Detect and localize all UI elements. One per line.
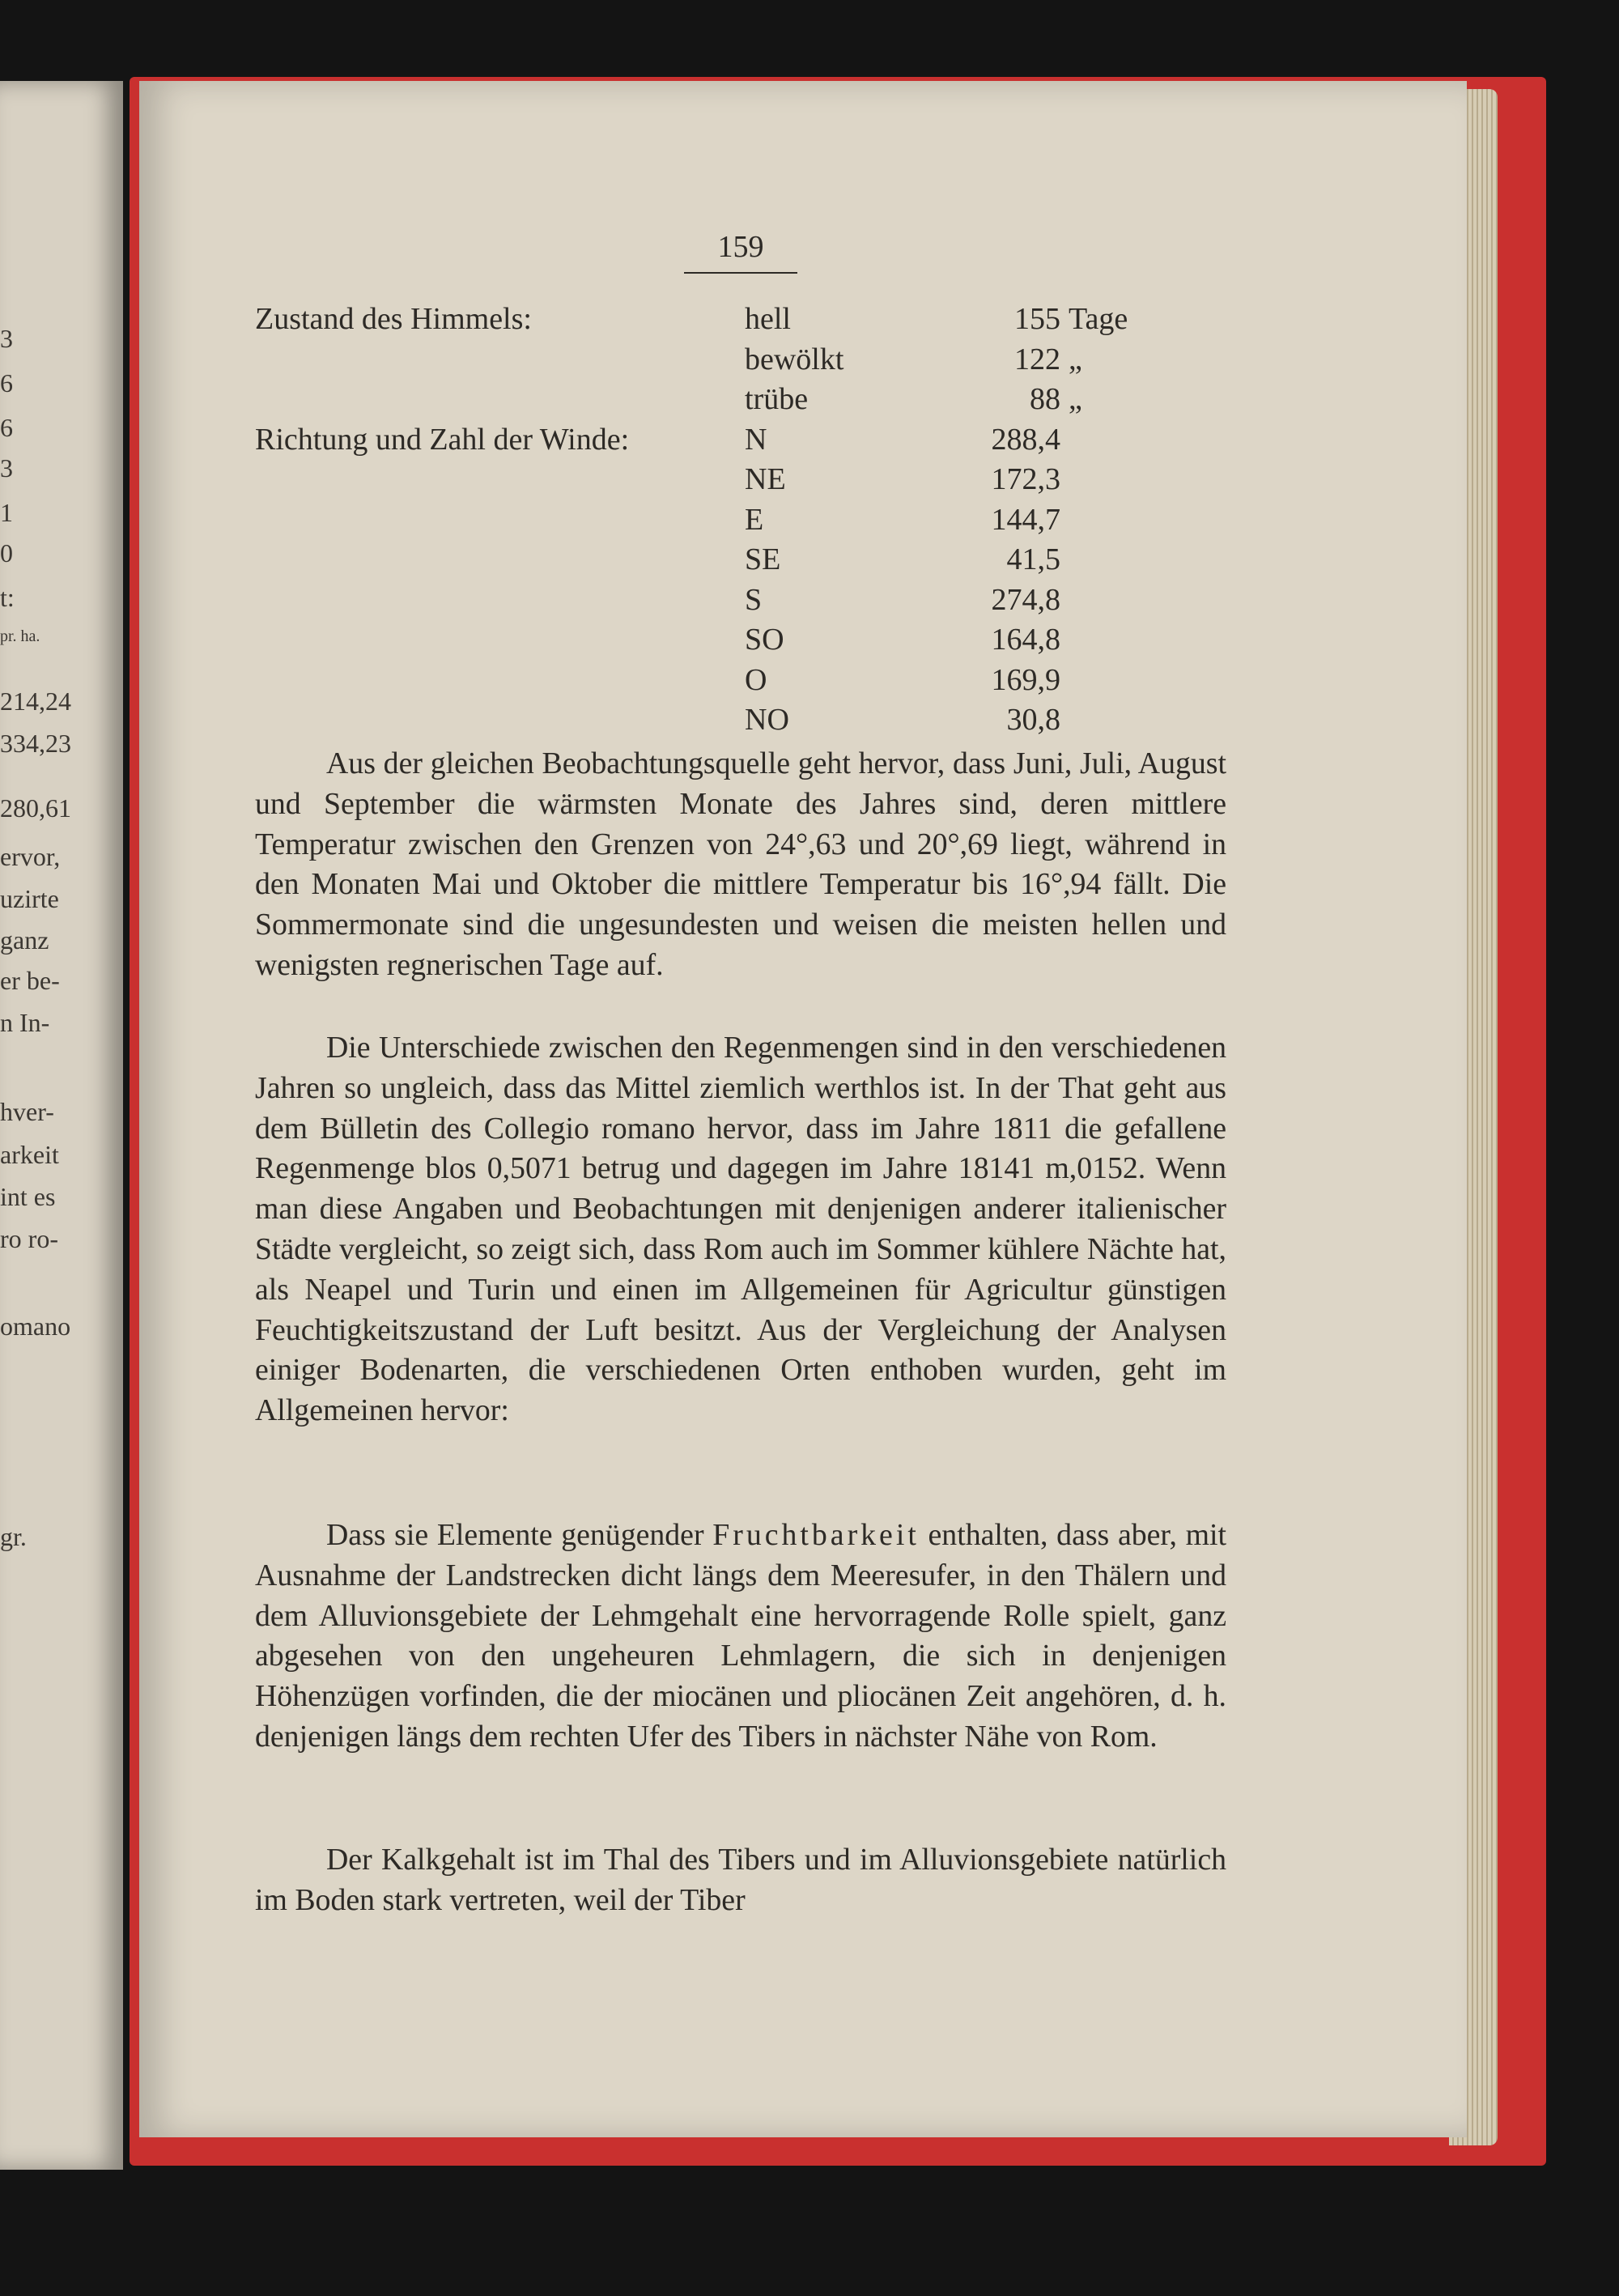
paragraph-1: Aus der gleichen Beobachtungsquelle geht hervor, dass Juni, Juli, August und September die wärmsten Monate des Jahres sind, deren mittlere Temperatur zwischen den Grenzen von 24°,63 und 20°,69 liegt, während in den Monaten Mai und Oktober die mittlere Temperatur bis 16°,94 fällt. Die Sommermonate sind die ungesundesten und weisen die meisten hellen und wenigsten regnerischen Tage auf. bbox=[255, 746, 1226, 982]
row-value: 41,5 bbox=[1006, 542, 1060, 576]
row-value: 88 bbox=[1030, 382, 1060, 416]
left-page-fragment: 0 bbox=[0, 538, 13, 568]
row-item: O bbox=[745, 662, 767, 697]
paragraph-2: Die Unterschiede zwischen den Regenmengen sind in den verschiedenen Jahren so ungleich, dass das Mittel ziemlich werthlos ist. In der That geht aus dem Bülletin des Collegio romano hervor, dass im Jahre 1811 die gefallene Regenmenge blos 0,5071 betrug und dagegen im Jahre 18141 m,0152. Wenn man diese Angaben und Beobachtungen mit denjenigen anderer italienischer Städte vergleicht, so zeigt sich, dass Rom auch im Sommer kühlere Nächte hat, als Neapel und Turin und einen im Allgemeinen für Agricultur günstigen Feuchtigkeitszustand der Luft besitzt. Aus der Vergleichung der Analysen einiger Bodenarten, die verschiedenen Orten enthoben wurden, geht im Allgemeinen hervor: bbox=[255, 1031, 1226, 1428]
left-page-fragment: int es bbox=[0, 1182, 56, 1211]
left-page-fragment: omano bbox=[0, 1312, 71, 1341]
page-number: 159 bbox=[717, 230, 764, 264]
left-page-fragment: 334,23 bbox=[0, 729, 71, 758]
table-row bbox=[255, 542, 1226, 582]
row-unit: Tage bbox=[1069, 302, 1128, 336]
left-page-fragment: t: bbox=[0, 583, 15, 612]
left-page-fragment: ervor, bbox=[0, 842, 61, 871]
table-row bbox=[255, 502, 1226, 542]
table-row bbox=[255, 301, 1226, 342]
paragraph-3-rest: enthalten, dass aber, mit Ausnahme der Landstrecken dicht längs dem Meeresufer, in den Thälern und dem Alluvionsgebiete der Lehmgehalt eine hervorragende Rolle spielt, ganz abgesehen von den ungeheuren Lehmlagern, die sich in denjenigen Höhenzügen vorfinden, die der miocänen und pliocänen Zeit angehören, d. h. denjenigen längs dem rechten Ufer des Tibers in nächster Nähe von Rom. bbox=[255, 1518, 1226, 1754]
row-item: NO bbox=[745, 703, 789, 737]
left-page-fragment: uzirte bbox=[0, 884, 59, 913]
paragraph-4: Der Kalkgehalt ist im Thal des Tibers und im Alluvionsgebiete natürlich im Boden stark vertreten, weil der Tiber bbox=[255, 1843, 1226, 1917]
left-page-fragment: 1 bbox=[0, 498, 13, 527]
page-number-rule bbox=[684, 272, 797, 274]
left-page-fragment: 280,61 bbox=[0, 793, 71, 823]
paragraph-3 bbox=[255, 1516, 1226, 1758]
row-value: 172,3 bbox=[991, 462, 1060, 496]
left-page-fragment: 6 bbox=[0, 368, 13, 398]
left-page-fragment: ganz bbox=[0, 925, 49, 955]
row-value: 155 bbox=[1014, 302, 1060, 336]
left-page bbox=[0, 81, 123, 2170]
paragraph-3-start: Dass sie Elemente genügender bbox=[326, 1518, 713, 1552]
left-page-fragment: 214,24 bbox=[0, 687, 71, 716]
row-unit: „ bbox=[1069, 382, 1082, 416]
row-item: trübe bbox=[745, 382, 809, 416]
left-page-fragment: hver- bbox=[0, 1097, 54, 1126]
table-row bbox=[255, 582, 1226, 623]
left-page-fragment: 3 bbox=[0, 324, 13, 353]
table-row bbox=[255, 702, 1226, 742]
left-page-fragment: pr. ha. bbox=[0, 627, 40, 645]
row-value: 122 bbox=[1014, 342, 1060, 376]
spaced-word: Fruchtbarkeit bbox=[712, 1518, 920, 1552]
left-page-fragment: n In- bbox=[0, 1008, 50, 1037]
row-item: NE bbox=[745, 462, 786, 496]
row-value: 169,9 bbox=[991, 662, 1060, 697]
left-page-fragment: 3 bbox=[0, 453, 13, 483]
row-item: S bbox=[745, 582, 763, 617]
row-item: E bbox=[745, 502, 764, 537]
left-page-fragment: arkeit bbox=[0, 1140, 59, 1169]
table-row bbox=[255, 461, 1226, 502]
row-value: 274,8 bbox=[991, 582, 1060, 617]
table-row bbox=[255, 662, 1226, 703]
table-row bbox=[255, 342, 1226, 382]
row-value: 30,8 bbox=[1006, 703, 1060, 737]
row-value: 144,7 bbox=[991, 502, 1060, 537]
row-item: bewölkt bbox=[745, 342, 844, 376]
row-label: Richtung und Zahl der Winde: bbox=[255, 422, 630, 457]
row-label: Zustand des Himmels: bbox=[255, 302, 532, 336]
row-value: 288,4 bbox=[991, 422, 1060, 457]
weather-table bbox=[255, 301, 1226, 742]
row-item: SO bbox=[745, 623, 784, 657]
left-page-fragment: 6 bbox=[0, 413, 13, 442]
row-item: SE bbox=[745, 542, 781, 576]
row-item: N bbox=[745, 422, 767, 457]
table-row bbox=[255, 422, 1226, 462]
row-unit: „ bbox=[1069, 342, 1082, 376]
left-page-fragment: ro ro- bbox=[0, 1224, 58, 1253]
left-page-fragment: gr. bbox=[0, 1522, 27, 1551]
row-item: hell bbox=[745, 302, 791, 336]
table-row bbox=[255, 622, 1226, 662]
table-row bbox=[255, 381, 1226, 422]
left-page-fragment: er be- bbox=[0, 966, 60, 995]
row-value: 164,8 bbox=[991, 623, 1060, 657]
